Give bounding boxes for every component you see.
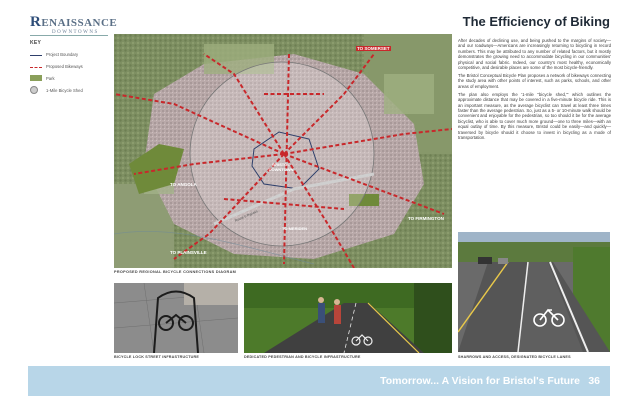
- body-paragraph: After decades of declining use, and being pushed to the margins of society—and our roadways—Americans are increasingly returning to bicycling in record numbers. This may be attributed to any number of related factors, but it mostly demonstrates the growing need to accommodate bicycling in our communities' physical and social fabric. Indeed, our country's most healthy, economically competitive, and desirable places are some of the most bicycle-friendly.: [458, 38, 611, 71]
- legend-item-boundary: Project Boundary: [30, 50, 110, 58]
- map-label-angola: TO ANGOLA: [170, 182, 197, 187]
- map-label-meriden: TO MERIDEN: [282, 226, 308, 231]
- legend-item-bicycle-shed: 1-Mile Bicycle Shed: [30, 86, 110, 94]
- page-number: 36: [588, 375, 600, 387]
- bike-path-photo: [244, 283, 452, 353]
- map-label-route6: Route 6 Bypass: [234, 209, 259, 223]
- rack-photo-caption: BICYCLE LOCK STREET INFRASTRUCTURE: [114, 355, 200, 359]
- circle-shed-icon: [30, 86, 38, 94]
- map-caption: PROPOSED REGIONAL BICYCLE CONNECTIONS DIAGRAM: [114, 270, 237, 274]
- body-paragraph: The Bristol Conceptual Bicycle Plan proposes a network of bikeways connecting the study area with other points of interest, such as parks, schools, and other areas of employment.: [458, 73, 611, 89]
- boundary-line-icon: [30, 55, 42, 56]
- map-label-firmington: TO FIRMINGTON: [408, 216, 444, 221]
- regional-bicycle-map: [114, 34, 452, 268]
- lane-photo-caption: SHARROWS AND ACCESS, DESIGNATED BICYCLE LANES: [458, 355, 571, 359]
- map-label-somerset: TO SOMERSET: [357, 46, 390, 51]
- legend-title: KEY: [30, 40, 42, 46]
- map-legend: [30, 40, 110, 98]
- page-title: The Efficiency of Biking: [462, 14, 610, 29]
- path-photo-caption: DEDICATED PEDESTRIAN AND BICYCLE INFRASTRUCTURE: [244, 355, 361, 359]
- legend-item-park: Park: [30, 74, 110, 82]
- dashed-line-icon: [30, 67, 42, 68]
- footer-title: Tomorrow... A Vision for Bristol's Future: [380, 375, 580, 387]
- renaissance-downtowns-logo: RENAISSANCE DOWNTOWNS: [30, 14, 118, 35]
- map-label-plainsville: TO PLAINSVILLE: [170, 250, 207, 255]
- bike-lane-photo: [458, 232, 610, 352]
- legend-item-bikeways: Proposed Bikeways: [30, 62, 110, 70]
- footer-bar: [28, 366, 610, 396]
- body-paragraph: The plan also employs the '1-mile "bicycle shed,"' which outlines the approximate distance that may be covered in a five-minute bicycle ride. This is an important measure, as the average bicyclist can travel at least three times faster than the average pedestrian. So, just as a 5- or 10-minute walk should be convenient and enjoyable for the pedestrian, so too should it be for the average bicyclist, who is able to cover much more ground—one to three miles—with an equal outlay of time. By this measure, Bristol could be easily—and quickly—traversed by bicycle should it choose to invest in bicycling as a mode of transportation.: [458, 91, 611, 141]
- bike-rack-photo: [114, 283, 238, 353]
- park-swatch-icon: [30, 75, 42, 81]
- body-text: [458, 38, 611, 143]
- map-graphic: [114, 34, 452, 268]
- map-label-downtown: BRISTOL DOWNTOWN: [268, 162, 294, 172]
